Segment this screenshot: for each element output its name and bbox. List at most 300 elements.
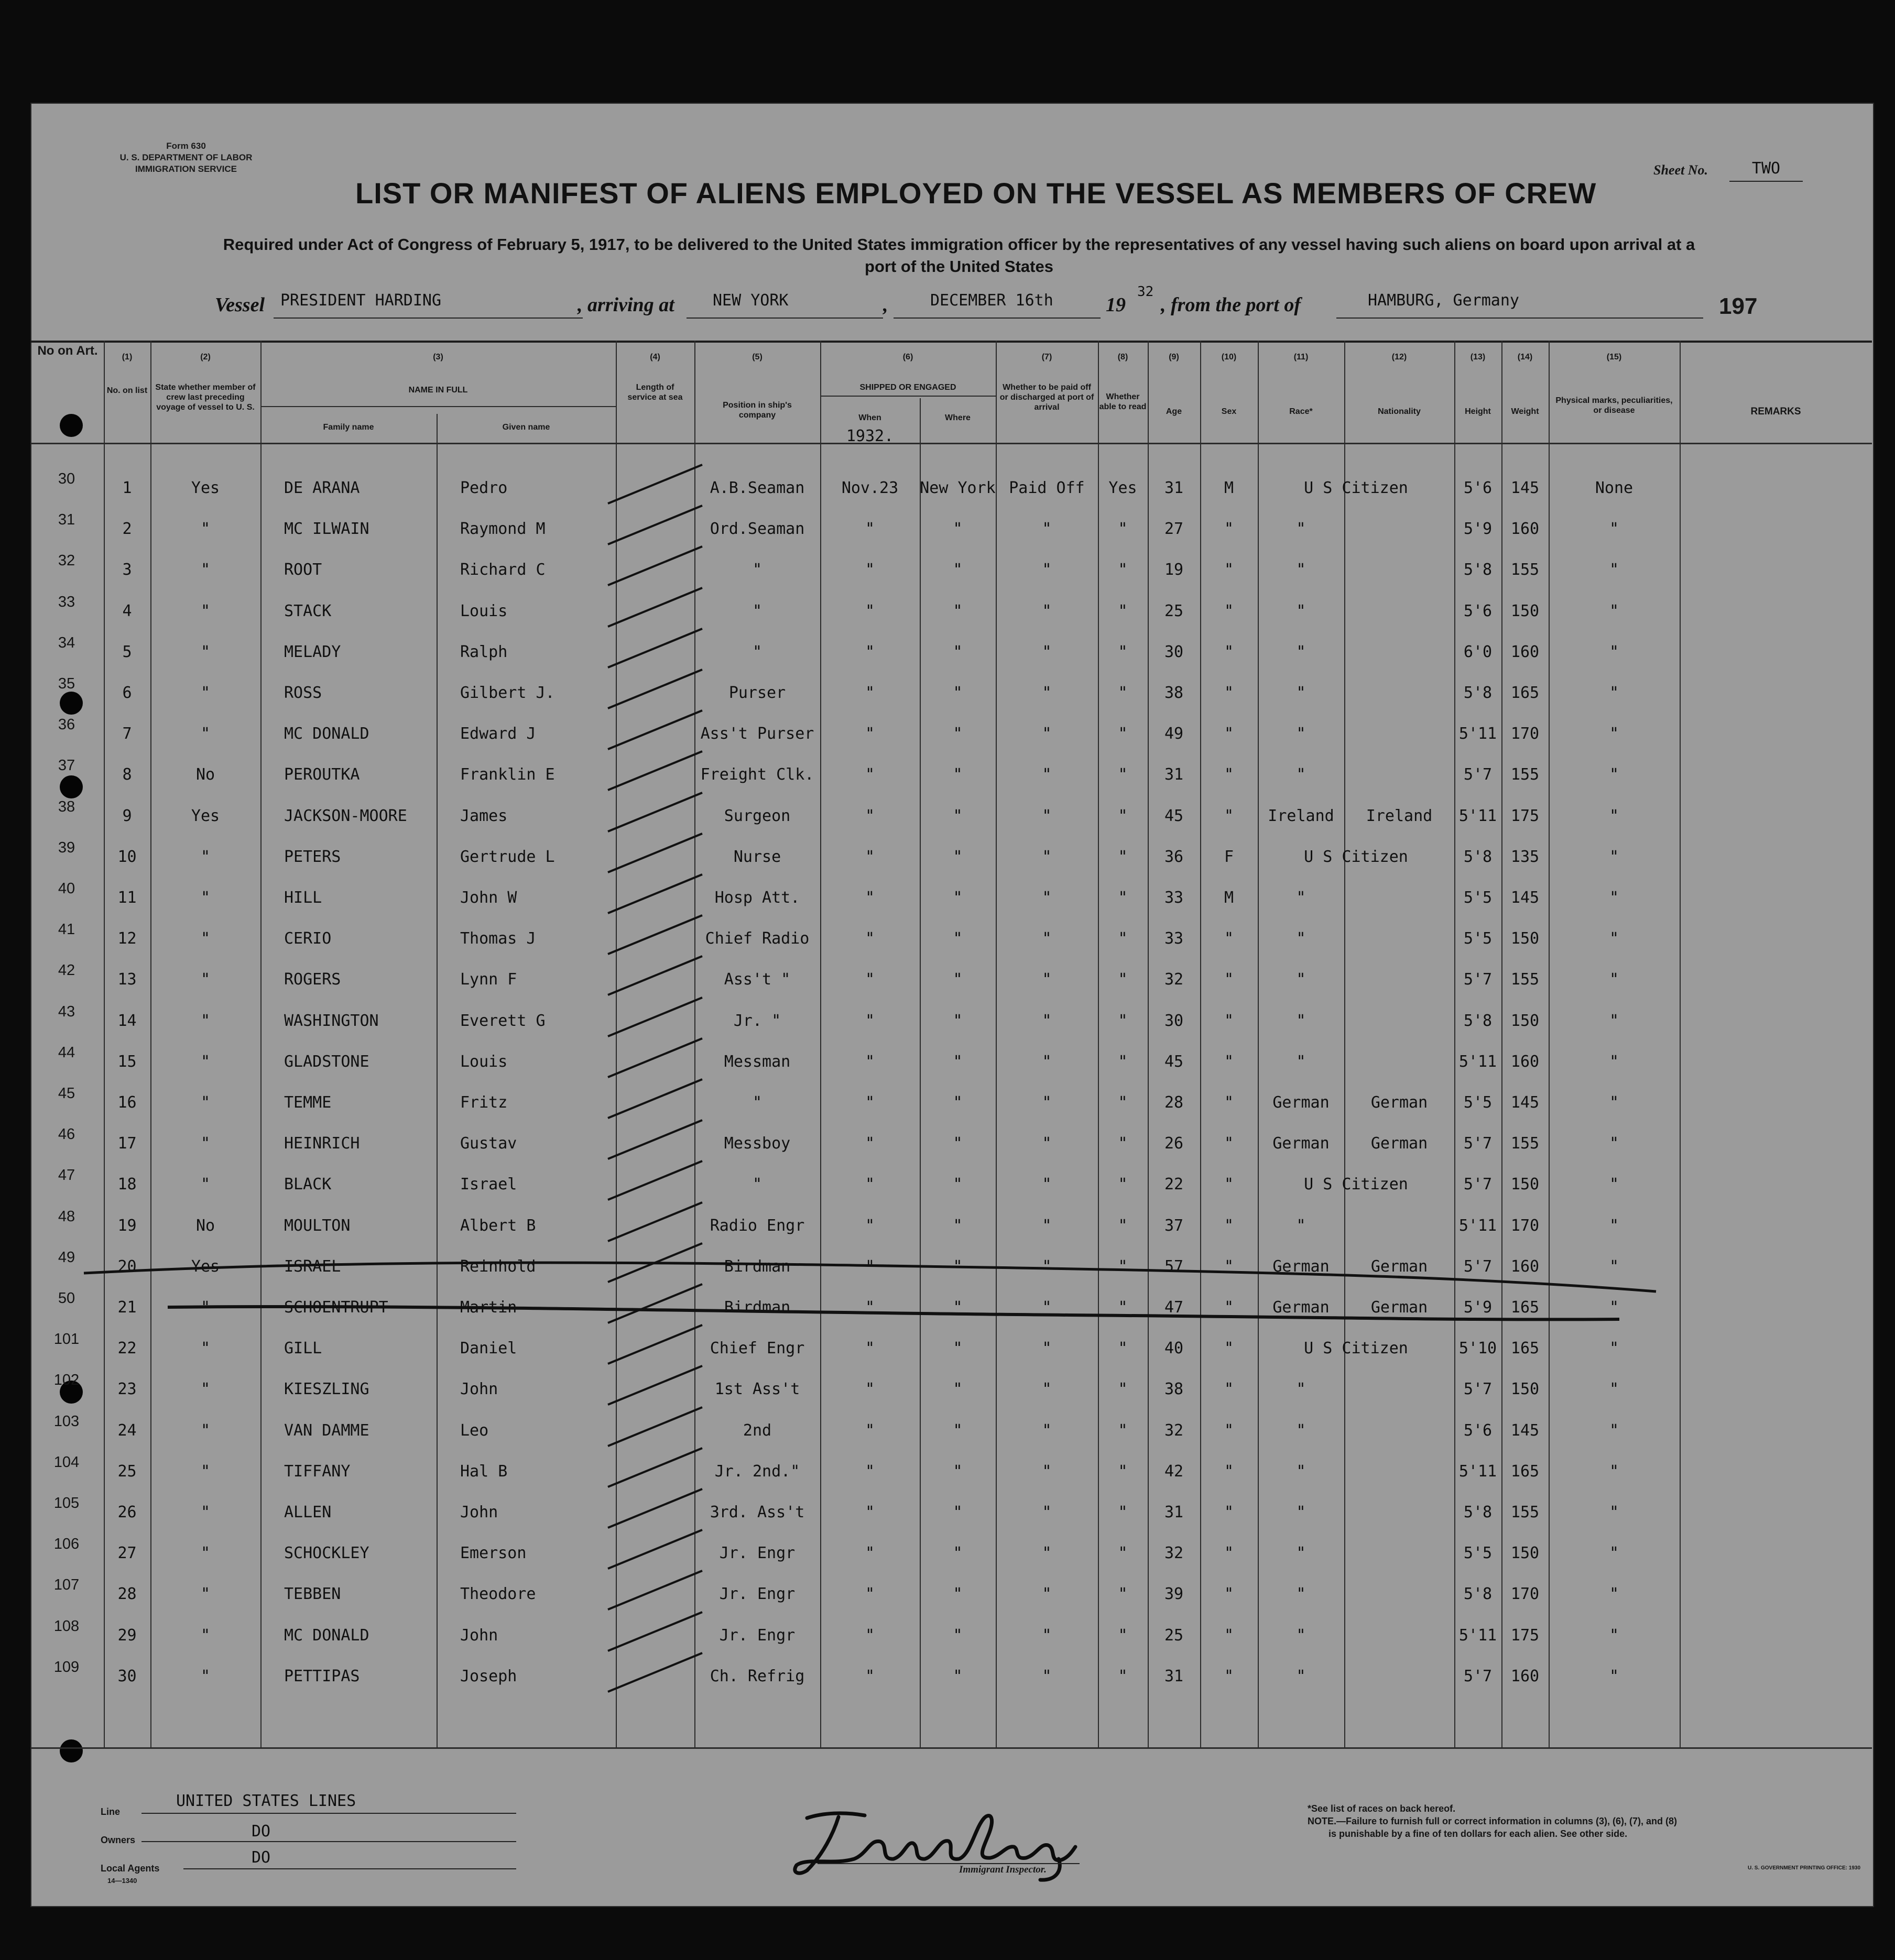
cell-ht: 5'5 [1463,929,1493,948]
cell-prev: " [200,1462,211,1481]
cell-no: 3 [122,561,132,579]
cell-read: " [1118,848,1128,866]
cell-given: Gertrude L [460,848,555,866]
cell-nat: German [1370,1298,1428,1317]
article-number: 40 [58,880,75,897]
cell-where: " [953,889,963,907]
cell-where: " [953,1626,963,1645]
article-number: 103 [53,1413,80,1430]
cell-pos: Birdman [724,1298,791,1317]
cell-no: 12 [117,929,137,948]
cell-where: " [953,1585,963,1603]
cell-prev: " [200,725,211,743]
cell-family: DE ARANA [284,479,360,497]
cell-wt: 160 [1510,520,1540,538]
cell-where: " [953,561,963,579]
cell-marks: " [1609,1380,1619,1398]
col-sex: Sex [1221,407,1237,416]
cell-when: Nov.23 [841,479,899,497]
check-mark [603,1403,707,1450]
cell-when: " [865,1012,875,1030]
cell-pos: Birdman [724,1257,791,1276]
cell-prev: " [200,1544,211,1562]
cell-family: ISRAEL [284,1257,341,1276]
cell-marks: " [1609,1421,1619,1440]
cell-age: 57 [1164,1257,1184,1276]
cell-given: Gilbert J. [460,684,555,702]
col-list-no: No. on list [106,386,148,395]
cell-ht: 5'10 [1458,1339,1497,1357]
line-label: Line [101,1806,121,1817]
check-mark [603,584,707,631]
cell-pos: " [752,643,763,661]
cell-where: " [953,1298,963,1317]
cell-no: 21 [117,1298,137,1317]
cell-nat: Ireland [1366,807,1433,825]
cell-no: 2 [122,520,132,538]
check-mark [603,1485,707,1532]
cell-prev: " [200,1421,211,1440]
cell-ht: 6'0 [1463,643,1493,661]
cell-paid: Paid Off [1009,479,1085,497]
cell-pos: " [752,1093,763,1112]
cell-when: " [865,848,875,866]
cell-no: 22 [117,1339,137,1357]
cell-race: " [1296,1585,1306,1603]
cell-age: 47 [1164,1298,1184,1317]
cell-prev: " [200,1012,211,1030]
cell-wt: 165 [1510,1339,1540,1357]
cell-wt: 170 [1510,725,1540,743]
cell-no: 13 [117,970,137,989]
col-given-name: Given name [502,423,550,432]
cell-given: Joseph [460,1667,517,1685]
cell-no: 26 [117,1503,137,1521]
cell-wt: 155 [1510,1134,1540,1153]
cell-pos: Messman [724,1053,791,1071]
cell-sex: " [1224,929,1234,948]
article-number: 45 [58,1085,75,1102]
cell-paid: " [1042,1012,1052,1030]
cell-marks: " [1609,1217,1619,1235]
article-number: 46 [58,1126,75,1143]
cell-ht: 5'11 [1458,1217,1497,1235]
cell-paid: " [1042,807,1052,825]
cell-race: German [1272,1298,1330,1317]
cell-pos: Jr. 2nd." [714,1462,800,1481]
cell-no: 7 [122,725,132,743]
article-number: 109 [53,1659,80,1676]
cell-where: " [953,1053,963,1071]
cell-prev: " [200,929,211,948]
cell-when: " [865,1053,875,1071]
cell-sex: " [1224,1053,1234,1071]
cell-marks: " [1609,1544,1619,1562]
article-number: 44 [58,1044,75,1061]
cell-ht: 5'6 [1463,1421,1493,1440]
punch-hole [60,414,83,437]
cell-pos: " [752,1175,763,1193]
cell-wt: 145 [1510,1093,1540,1112]
footnote-races: *See list of races on back hereof. [1308,1803,1456,1814]
cell-ht: 5'5 [1463,889,1493,907]
cell-pos: Nurse [733,848,781,866]
cell-marks: " [1609,602,1619,620]
cell-age: 40 [1164,1339,1184,1357]
article-number: 32 [58,552,75,569]
cell-race: " [1296,1503,1306,1521]
cell-when: " [865,643,875,661]
cell-given: Franklin E [460,765,555,784]
cell-ht: 5'7 [1463,1175,1493,1193]
cell-given: John [460,1503,498,1521]
cell-age: 27 [1164,520,1184,538]
col-art-no: No on Art. [37,344,98,358]
strike-marks [73,1242,1677,1336]
cell-no: 30 [117,1667,137,1685]
col-race: Race* [1289,407,1313,416]
cell-wt: 150 [1510,602,1540,620]
cell-sex: " [1224,1421,1234,1440]
form-info [107,140,265,175]
cell-pos: Jr. Engr [719,1544,796,1562]
cell-ht: 5'9 [1463,1298,1493,1317]
cell-age: 30 [1164,643,1184,661]
check-mark [603,1362,707,1409]
cell-marks: " [1609,929,1619,948]
cell-when: " [865,520,875,538]
cell-family: MC DONALD [284,1626,369,1645]
cell-where: " [953,1012,963,1030]
cell-given: Fritz [460,1093,508,1112]
cell-given: Theodore [460,1585,536,1603]
cell-when: " [865,602,875,620]
cell-sex: " [1224,765,1234,784]
cell-when: " [865,561,875,579]
cell-where: " [953,1175,963,1193]
cell-ht: 5'11 [1458,807,1497,825]
cell-read: " [1118,1585,1128,1603]
cell-age: 25 [1164,602,1184,620]
cell-wt: 145 [1510,479,1540,497]
cell-prev: " [200,1339,211,1357]
cell-no: 1 [122,479,132,497]
cell-pos: Messboy [724,1134,791,1153]
cell-paid: " [1042,1217,1052,1235]
cell-wt: 150 [1510,929,1540,948]
punch-hole [60,1739,83,1762]
cell-family: PETTIPAS [284,1667,360,1685]
cell-marks: " [1609,1012,1619,1030]
cell-read: " [1118,929,1128,948]
cell-no: 17 [117,1134,137,1153]
cell-no: 25 [117,1462,137,1481]
cell-paid: " [1042,1257,1052,1276]
cell-race: " [1296,1421,1306,1440]
cell-age: 37 [1164,1217,1184,1235]
col-shipped-engaged: SHIPPED OR ENGAGED [859,383,956,392]
cell-marks: " [1609,1093,1619,1112]
sheet-number: TWO [1751,159,1781,178]
cell-read: " [1118,1175,1128,1193]
cell-no: 11 [117,889,137,907]
cell-given: Everett G [460,1012,546,1030]
cell-when: " [865,1626,875,1645]
cell-paid: " [1042,1626,1052,1645]
cell-pos: 1st Ass't [714,1380,800,1398]
cell-read: " [1118,1339,1128,1357]
cell-family: MC DONALD [284,725,369,743]
cell-family: VAN DAMME [284,1421,369,1440]
cell-age: 31 [1164,479,1184,497]
cell-ht: 5'11 [1458,1053,1497,1071]
cell-ht: 5'6 [1463,479,1493,497]
cell-prev: " [200,848,211,866]
cell-sex: " [1224,1380,1234,1398]
cell-marks: " [1609,1667,1619,1685]
cell-ht: 5'8 [1463,561,1493,579]
cell-marks: " [1609,1585,1619,1603]
article-number: 105 [53,1495,80,1512]
cell-no: 18 [117,1175,137,1193]
arrival-port: NEW YORK [713,291,789,310]
cell-read: " [1118,1626,1128,1645]
cell-where: " [953,1544,963,1562]
page-number: 197 [1719,293,1758,319]
cell-prev: " [200,561,211,579]
cell-marks: " [1609,1503,1619,1521]
cell-marks: " [1609,1298,1619,1317]
cell-sex: " [1224,1462,1234,1481]
line-value: UNITED STATES LINES [176,1792,356,1810]
cell-nat: German [1370,1093,1428,1112]
cell-race: " [1296,520,1306,538]
cell-wt: 160 [1510,1257,1540,1276]
cell-no: 4 [122,602,132,620]
cell-read: " [1118,807,1128,825]
cell-age: 31 [1164,1667,1184,1685]
cell-sex: " [1224,1257,1234,1276]
cell-when: " [865,1298,875,1317]
cell-family: JACKSON-MOORE [284,807,407,825]
cell-race: " [1296,1217,1306,1235]
cell-ht: 5'6 [1463,602,1493,620]
cell-pos: " [752,561,763,579]
owners-value: DO [252,1822,271,1841]
col-nationality: Nationality [1378,407,1421,416]
cell-paid: " [1042,520,1052,538]
cell-when: " [865,765,875,784]
check-mark [603,501,707,549]
check-mark [603,1444,707,1491]
cell-wt: 160 [1510,1053,1540,1071]
check-mark [603,542,707,589]
cell-race: " [1296,684,1306,702]
cell-race: German [1272,1093,1330,1112]
article-number: 42 [58,962,75,979]
check-mark [603,789,707,836]
cell-race: U S Citizen [1304,479,1408,497]
cell-given: Martin [460,1298,517,1317]
cell-race: " [1296,643,1306,661]
cell-marks: " [1609,1175,1619,1193]
cell-no: 8 [122,765,132,784]
col-family-name: Family name [323,423,374,432]
cell-read: " [1118,765,1128,784]
cell-read: Yes [1108,479,1137,497]
cell-sex: " [1224,1544,1234,1562]
cell-age: 32 [1164,1544,1184,1562]
cell-wt: 145 [1510,889,1540,907]
cell-wt: 165 [1510,1462,1540,1481]
article-number: 34 [58,634,75,651]
cell-when: " [865,1380,875,1398]
cell-prev: " [200,520,211,538]
cell-paid: " [1042,684,1052,702]
cell-marks: None [1595,479,1633,497]
article-number: 41 [58,921,75,938]
check-mark [603,829,707,877]
article-number: 36 [58,716,75,733]
col-height: Height [1465,407,1491,416]
cell-prev: " [200,1134,211,1153]
article-number: 107 [53,1576,80,1593]
cell-when: " [865,1134,875,1153]
cell-prev: " [200,970,211,989]
cell-race: German [1272,1134,1330,1153]
cell-when: " [865,1544,875,1562]
cell-sex: " [1224,1012,1234,1030]
cell-prev: " [200,1053,211,1071]
cell-family: GLADSTONE [284,1053,369,1071]
cell-ht: 5'7 [1463,970,1493,989]
cell-paid: " [1042,765,1052,784]
cell-family: WASHINGTON [284,1012,379,1030]
from-port-label: , from the port of [1161,294,1301,316]
cell-wt: 170 [1510,1217,1540,1235]
cell-read: " [1118,1544,1128,1562]
cell-given: Leo [460,1421,489,1440]
department-name: U. S. DEPARTMENT OF LABOR [119,152,253,162]
cell-pos: Chief Radio [705,929,810,948]
col-age: Age [1166,407,1182,416]
cell-race: " [1296,1053,1306,1071]
document-title: LIST OR MANIFEST OF ALIENS EMPLOYED ON THE VESSEL AS MEMBERS OF CREW [355,177,1597,210]
cell-sex: " [1224,684,1234,702]
cell-when: " [865,1339,875,1357]
cell-read: " [1118,889,1128,907]
cell-when: " [865,1175,875,1193]
cell-family: PETERS [284,848,341,866]
cell-ht: 5'11 [1458,1462,1497,1481]
cell-paid: " [1042,889,1052,907]
cell-marks: " [1609,684,1619,702]
article-number: 108 [53,1618,80,1635]
cell-family: MOULTON [284,1217,351,1235]
col-paid-off: Whether to be paid off or discharged at port of arrival [999,383,1094,412]
cell-where: " [953,1421,963,1440]
print-code: 14—1340 [107,1877,137,1885]
cell-read: " [1118,1012,1128,1030]
cell-where: " [953,1462,963,1481]
cell-sex: " [1224,1175,1234,1193]
cell-given: Edward J [460,725,536,743]
cell-paid: " [1042,1339,1052,1357]
cell-prev: " [200,1093,211,1112]
when-year: 1932. [846,427,894,445]
cell-paid: " [1042,1585,1052,1603]
cell-race: U S Citizen [1304,1175,1408,1193]
cell-paid: " [1042,643,1052,661]
cell-wt: 135 [1510,848,1540,866]
cell-sex: " [1224,1339,1234,1357]
cell-race: " [1296,1380,1306,1398]
article-number: 101 [53,1331,80,1348]
arriving-label: , arriving at [578,294,674,316]
cell-nat: German [1370,1257,1428,1276]
subtitle-line1: Required under Act of Congress of February 5, 1917, to be delivered to the United States immigration officer by the representatives of any vessel having such aliens on board upon arrival at a [223,235,1695,254]
cell-paid: " [1042,1462,1052,1481]
cell-paid: " [1042,602,1052,620]
cell-where: " [953,765,963,784]
cell-where: " [953,725,963,743]
cell-sex: M [1224,889,1234,907]
cell-marks: " [1609,1462,1619,1481]
cell-read: " [1118,561,1128,579]
departure-port: HAMBURG, Germany [1368,291,1519,310]
cell-sex: " [1224,561,1234,579]
cell-marks: " [1609,807,1619,825]
article-number: 37 [58,757,75,774]
cell-family: TEBBEN [284,1585,341,1603]
cell-sex: " [1224,970,1234,989]
cell-read: " [1118,1134,1128,1153]
cell-marks: " [1609,643,1619,661]
cell-pos: Jr. " [733,1012,781,1030]
cell-when: " [865,929,875,948]
cell-age: 49 [1164,725,1184,743]
cell-marks: " [1609,561,1619,579]
cell-sex: " [1224,1503,1234,1521]
cell-given: John W [460,889,517,907]
punch-hole [60,692,83,715]
cell-age: 45 [1164,1053,1184,1071]
cell-when: " [865,970,875,989]
cell-family: CERIO [284,929,332,948]
check-mark [603,1116,707,1163]
cell-read: " [1118,725,1128,743]
cell-marks: " [1609,725,1619,743]
cell-pos: " [752,602,763,620]
cell-age: 25 [1164,1626,1184,1645]
cell-given: James [460,807,508,825]
cell-age: 26 [1164,1134,1184,1153]
article-number: 50 [58,1290,75,1307]
cell-race: " [1296,970,1306,989]
cell-no: 20 [117,1257,137,1276]
cell-ht: 5'9 [1463,520,1493,538]
article-number: 106 [53,1536,80,1552]
col-remarks: REMARKS [1750,406,1801,417]
cell-when: " [865,1093,875,1112]
cell-paid: " [1042,848,1052,866]
cell-paid: " [1042,1544,1052,1562]
cell-sex: " [1224,520,1234,538]
footnote-penalty-cont: is punishable by a fine of ten dollars for each alien. See other side. [1328,1828,1628,1839]
cell-race: " [1296,561,1306,579]
cell-age: 36 [1164,848,1184,866]
cell-ht: 5'7 [1463,1257,1493,1276]
